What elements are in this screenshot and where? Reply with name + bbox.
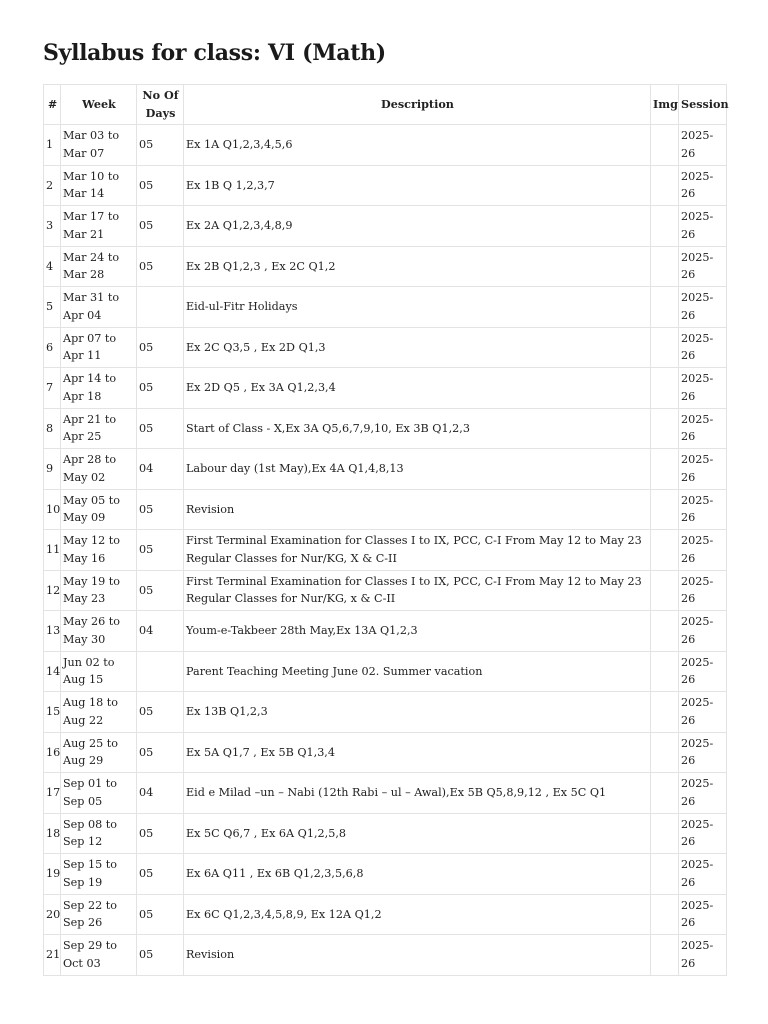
table-row (44, 287, 727, 328)
cell-days: 05 (137, 206, 184, 247)
cell-session: 2025-26 (679, 732, 727, 773)
cell-session: 2025-26 (679, 854, 727, 895)
cell-description: First Terminal Examination for Classes I to IX, PCC, C-I From May 12 to May 23 Regular Classes for Nur/KG, x & C-II (184, 570, 651, 611)
cell-img (651, 692, 679, 733)
cell-description: Ex 2D Q5 , Ex 3A Q1,2,3,4 (184, 368, 651, 409)
cell-description: Ex 1B Q 1,2,3,7 (184, 165, 651, 206)
cell-session: 2025-26 (679, 489, 727, 530)
table-row (44, 692, 727, 733)
cell-week: May 19 to May 23 (61, 570, 137, 611)
table-row (44, 530, 727, 571)
cell-days: 04 (137, 449, 184, 490)
column-header-session: Session (679, 85, 727, 125)
table-row (44, 894, 727, 935)
cell-week: Sep 08 to Sep 12 (61, 813, 137, 854)
cell-number: 9 (44, 449, 61, 490)
table-row (44, 489, 727, 530)
cell-img (651, 327, 679, 368)
cell-description: Ex 5C Q6,7 , Ex 6A Q1,2,5,8 (184, 813, 651, 854)
column-header-days: No Of Days (137, 85, 184, 125)
cell-session: 2025-26 (679, 813, 727, 854)
cell-description: Labour day (1st May),Ex 4A Q1,4,8,13 (184, 449, 651, 490)
table-header-row (44, 85, 727, 125)
cell-session: 2025-26 (679, 692, 727, 733)
cell-img (651, 935, 679, 976)
cell-session: 2025-26 (679, 894, 727, 935)
cell-days: 05 (137, 570, 184, 611)
cell-description: Ex 2C Q3,5 , Ex 2D Q1,3 (184, 327, 651, 368)
cell-week: Mar 10 to Mar 14 (61, 165, 137, 206)
cell-description: Ex 13B Q1,2,3 (184, 692, 651, 733)
cell-img (651, 813, 679, 854)
column-header-week: Week (61, 85, 137, 125)
cell-week: Aug 25 to Aug 29 (61, 732, 137, 773)
cell-description: Youm-e-Takbeer 28th May,Ex 13A Q1,2,3 (184, 611, 651, 652)
cell-days: 05 (137, 408, 184, 449)
table-row (44, 854, 727, 895)
cell-number: 1 (44, 125, 61, 166)
cell-days: 05 (137, 530, 184, 571)
cell-number: 8 (44, 408, 61, 449)
cell-week: Mar 17 to Mar 21 (61, 206, 137, 247)
cell-description: Start of Class - X,Ex 3A Q5,6,7,9,10, Ex 3B Q1,2,3 (184, 408, 651, 449)
cell-days: 05 (137, 489, 184, 530)
cell-week: Jun 02 to Aug 15 (61, 651, 137, 692)
cell-img (651, 570, 679, 611)
cell-img (651, 894, 679, 935)
cell-number: 12 (44, 570, 61, 611)
table-row (44, 570, 727, 611)
table-row (44, 732, 727, 773)
cell-session: 2025-26 (679, 530, 727, 571)
cell-days: 04 (137, 773, 184, 814)
cell-session: 2025-26 (679, 651, 727, 692)
cell-description: Ex 6A Q11 , Ex 6B Q1,2,3,5,6,8 (184, 854, 651, 895)
column-header-number: # (44, 85, 61, 125)
cell-description: Ex 5A Q1,7 , Ex 5B Q1,3,4 (184, 732, 651, 773)
table-row (44, 327, 727, 368)
cell-week: Sep 29 to Oct 03 (61, 935, 137, 976)
page-title: Syllabus for class: VI (Math) (43, 40, 386, 66)
cell-week: Mar 03 to Mar 07 (61, 125, 137, 166)
cell-img (651, 368, 679, 409)
cell-description: Parent Teaching Meeting June 02. Summer vacation (184, 651, 651, 692)
cell-description: Ex 6C Q1,2,3,4,5,8,9, Ex 12A Q1,2 (184, 894, 651, 935)
cell-week: Sep 15 to Sep 19 (61, 854, 137, 895)
cell-description: Revision (184, 935, 651, 976)
cell-number: 15 (44, 692, 61, 733)
cell-week: Sep 22 to Sep 26 (61, 894, 137, 935)
cell-img (651, 449, 679, 490)
cell-number: 11 (44, 530, 61, 571)
cell-description: Ex 2B Q1,2,3 , Ex 2C Q1,2 (184, 246, 651, 287)
cell-img (651, 287, 679, 328)
cell-week: Apr 21 to Apr 25 (61, 408, 137, 449)
cell-days: 05 (137, 165, 184, 206)
cell-img (651, 246, 679, 287)
table-row (44, 206, 727, 247)
cell-session: 2025-26 (679, 773, 727, 814)
cell-session: 2025-26 (679, 125, 727, 166)
cell-days: 05 (137, 854, 184, 895)
cell-description: Revision (184, 489, 651, 530)
cell-session: 2025-26 (679, 246, 727, 287)
cell-img (651, 773, 679, 814)
cell-img (651, 611, 679, 652)
cell-week: Mar 24 to Mar 28 (61, 246, 137, 287)
cell-session: 2025-26 (679, 287, 727, 328)
table-row (44, 935, 727, 976)
cell-session: 2025-26 (679, 449, 727, 490)
table-row (44, 651, 727, 692)
column-header-description: Description (184, 85, 651, 125)
table-body (44, 125, 727, 976)
cell-img (651, 854, 679, 895)
cell-number: 19 (44, 854, 61, 895)
cell-days (137, 651, 184, 692)
cell-days: 05 (137, 327, 184, 368)
cell-number: 7 (44, 368, 61, 409)
table-row (44, 408, 727, 449)
cell-number: 6 (44, 327, 61, 368)
cell-session: 2025-26 (679, 165, 727, 206)
table-row (44, 773, 727, 814)
cell-number: 4 (44, 246, 61, 287)
cell-number: 5 (44, 287, 61, 328)
cell-img (651, 651, 679, 692)
cell-number: 10 (44, 489, 61, 530)
cell-week: May 12 to May 16 (61, 530, 137, 571)
cell-number: 2 (44, 165, 61, 206)
cell-img (651, 530, 679, 571)
cell-days: 04 (137, 611, 184, 652)
cell-week: Aug 18 to Aug 22 (61, 692, 137, 733)
cell-session: 2025-26 (679, 570, 727, 611)
cell-week: Apr 07 to Apr 11 (61, 327, 137, 368)
table-row (44, 368, 727, 409)
cell-description: Ex 2A Q1,2,3,4,8,9 (184, 206, 651, 247)
cell-number: 13 (44, 611, 61, 652)
table-row (44, 813, 727, 854)
cell-week: May 26 to May 30 (61, 611, 137, 652)
cell-days: 05 (137, 813, 184, 854)
cell-session: 2025-26 (679, 611, 727, 652)
cell-description: First Terminal Examination for Classes I to IX, PCC, C-I From May 12 to May 23 Regular Classes for Nur/KG, X & C-II (184, 530, 651, 571)
table-row (44, 165, 727, 206)
cell-days: 05 (137, 246, 184, 287)
cell-days: 05 (137, 125, 184, 166)
cell-days: 05 (137, 935, 184, 976)
cell-img (651, 165, 679, 206)
cell-week: Apr 14 to Apr 18 (61, 368, 137, 409)
cell-number: 18 (44, 813, 61, 854)
table-row (44, 125, 727, 166)
cell-days: 05 (137, 692, 184, 733)
cell-session: 2025-26 (679, 327, 727, 368)
cell-img (651, 206, 679, 247)
cell-number: 14 (44, 651, 61, 692)
cell-week: Sep 01 to Sep 05 (61, 773, 137, 814)
column-header-img: Img (651, 85, 679, 125)
cell-days (137, 287, 184, 328)
table-row (44, 449, 727, 490)
cell-session: 2025-26 (679, 206, 727, 247)
cell-session: 2025-26 (679, 408, 727, 449)
cell-description: Ex 1A Q1,2,3,4,5,6 (184, 125, 651, 166)
cell-number: 17 (44, 773, 61, 814)
cell-img (651, 732, 679, 773)
table-row (44, 246, 727, 287)
cell-week: Mar 31 to Apr 04 (61, 287, 137, 328)
cell-days: 05 (137, 894, 184, 935)
cell-number: 21 (44, 935, 61, 976)
table-row (44, 611, 727, 652)
cell-session: 2025-26 (679, 368, 727, 409)
cell-session: 2025-26 (679, 935, 727, 976)
cell-img (651, 489, 679, 530)
cell-days: 05 (137, 732, 184, 773)
syllabus-table (43, 84, 727, 976)
cell-number: 16 (44, 732, 61, 773)
cell-week: Apr 28 to May 02 (61, 449, 137, 490)
cell-number: 3 (44, 206, 61, 247)
cell-number: 20 (44, 894, 61, 935)
cell-days: 05 (137, 368, 184, 409)
cell-description: Eid e Milad –un – Nabi (12th Rabi – ul – Awal),Ex 5B Q5,8,9,12 , Ex 5C Q1 (184, 773, 651, 814)
cell-week: May 05 to May 09 (61, 489, 137, 530)
cell-description: Eid-ul-Fitr Holidays (184, 287, 651, 328)
cell-img (651, 408, 679, 449)
cell-img (651, 125, 679, 166)
